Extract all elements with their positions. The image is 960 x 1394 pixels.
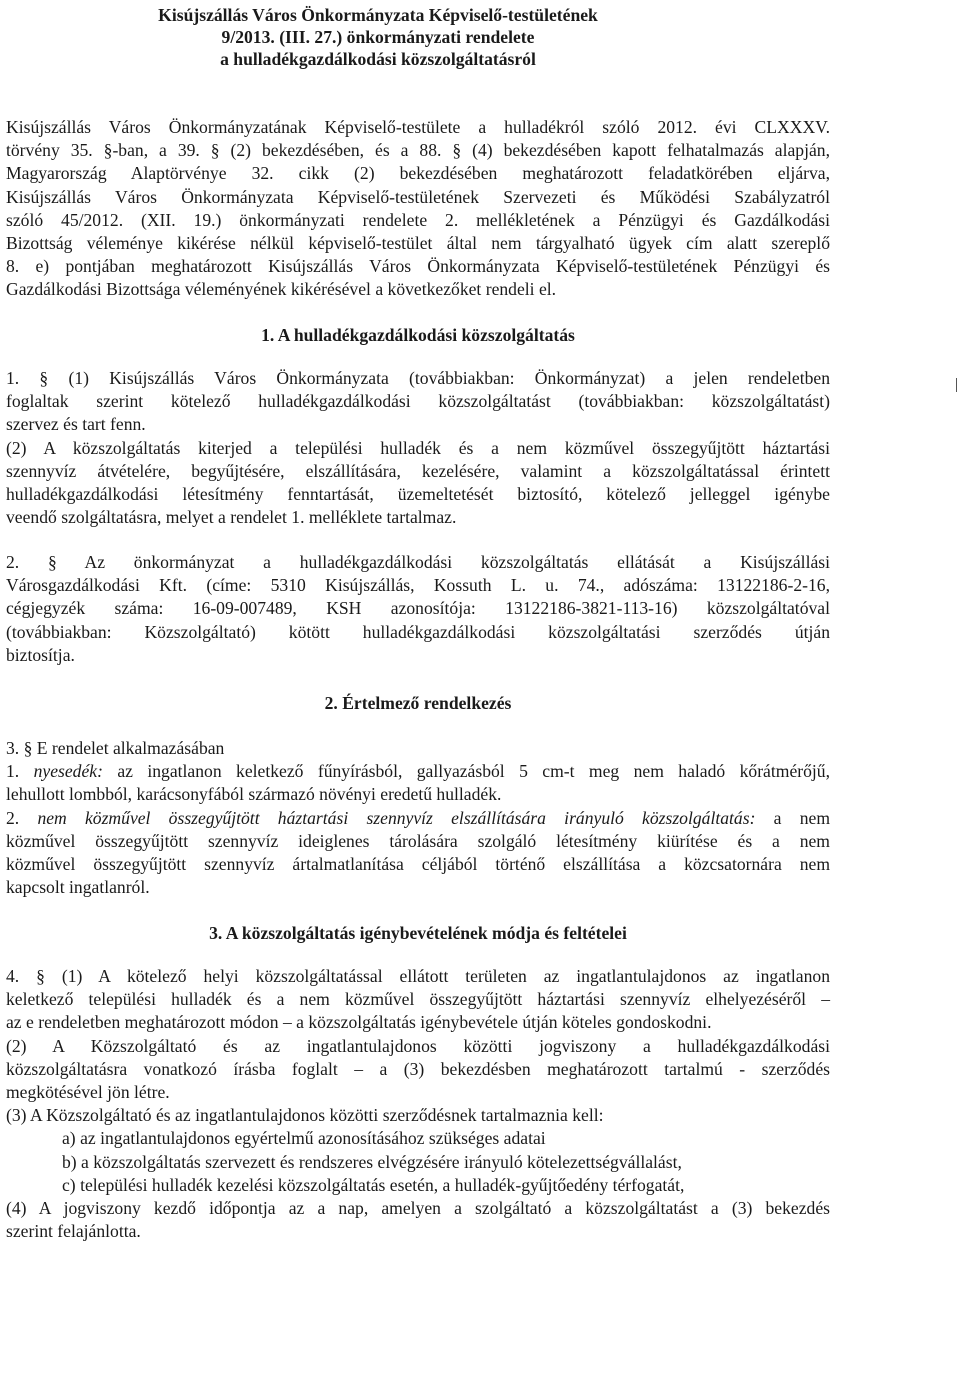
paragraph-line: szerint felajánlotta. bbox=[6, 1221, 141, 1242]
paragraph-line: cégjegyzék száma: 16-09-007489, KSH azonosítója: 13122186-3821-113-16) közszolgáltatóval bbox=[6, 598, 830, 619]
paragraph-2 bbox=[6, 551, 830, 667]
paragraph-line: lehullott lombból, karácsonyfából származó növényi eredetű hulladék. bbox=[6, 784, 502, 805]
preamble-line: Magyarország Alaptörvénye 32. cikk (2) bekezdésében meghatározott feladatkörében eljárva, bbox=[6, 163, 830, 184]
paragraph-line: 1. § (1) Kisújszállás Város Önkormányzata (továbbiakban: Önkormányzat) a jelen rendeletben bbox=[6, 368, 830, 388]
preamble-line: Kisújszállás Város Önkormányzata Képviselő-testületének Szervezeti és Működési Szabályzatról bbox=[6, 186, 830, 207]
paragraph-line: veendő szolgáltatásra, melyet a rendelet 1. melléklete tartalmaz. bbox=[6, 507, 457, 528]
list-item: c) települési hulladék kezelési közszolgáltatás esetén, a hulladék-gyűjtőedény térfogatát, bbox=[62, 1174, 685, 1195]
section-1-title: 1. A hulladékgazdálkodási közszolgáltatás bbox=[261, 325, 575, 345]
paragraph-line: közművel összegyűjtött szennyvíz ideiglenes tárolására szolgáló létesítmény kiürítése és a nem bbox=[6, 830, 830, 851]
section-3-title: 3. A közszolgáltatás igénybevételének módja és feltételei bbox=[209, 923, 627, 943]
margin-mark bbox=[956, 378, 957, 392]
paragraph-line: Városgazdálkodási Kft. (címe: 5310 Kisújszállás, Kossuth L. u. 74., adószáma: 13122186-2-16, bbox=[6, 575, 830, 596]
paragraph-line: foglaltak szerint kötelező hulladékgazdálkodási közszolgáltatást (továbbiakban: közszolgáltatást) bbox=[6, 391, 830, 412]
section-2-title: 2. Értelmező rendelkezés bbox=[324, 693, 512, 713]
paragraph-line: közszolgáltatásra vonatkozó írásba foglalt – a (3) bekezdésben meghatározott tartalmú - szerződés bbox=[6, 1058, 830, 1079]
paragraph-line: szennyvíz átvételére, begyűjtésére, elszállítására, kezelésére, valamint a közszolgáltatással érintett bbox=[6, 460, 830, 481]
paragraph-3 bbox=[6, 737, 830, 899]
list-item: b) a közszolgáltatás szervezett és rendszeres elvégzésére irányuló kötelezettségvállalást, bbox=[62, 1151, 682, 1172]
paragraph-line: 2. § Az önkormányzat a hulladékgazdálkodási közszolgáltatás ellátását a Kisújszállási bbox=[6, 552, 830, 572]
header-subject: a hulladékgazdálkodási közszolgáltatásról bbox=[220, 49, 536, 69]
paragraph-line: közművel összegyűjtött szennyvíz ártalmatlanítása céljából történő elszállítása a közcsatornára nem bbox=[6, 854, 830, 875]
definition-term: nyesedék: bbox=[33, 761, 103, 782]
paragraph-line: kapcsolt ingatlanról. bbox=[6, 877, 150, 898]
list-item: a) az ingatlantulajdonos egyértelmű azonosításához szükséges adatai bbox=[62, 1128, 546, 1149]
preamble-line: Gazdálkodási Bizottsága véleményének kikérésével a következőket rendeli el. bbox=[6, 279, 557, 300]
paragraph-line: (4) A jogviszony kezdő időpontja az a nap, amelyen a szolgáltató a közszolgáltatást a (3) bekezdés bbox=[6, 1198, 830, 1219]
paragraph-line: (2) A Közszolgáltató és az ingatlantulajdonos közötti jogviszony a hulladékgazdálkodási bbox=[6, 1035, 830, 1056]
header-title: Kisújszállás Város Önkormányzata Képviselő-testületének bbox=[158, 5, 598, 25]
definition-term: nem közművel összegyűjtött háztartási szennyvíz elszállítására irányuló közszolgáltatás: bbox=[37, 807, 756, 828]
preamble-line: 8. e) pontjában meghatározott Kisújszállás Város Önkormányzata Képviselő-testületének Pénzügyi és bbox=[6, 256, 830, 277]
preamble-line: Bizottság véleménye kikérése nélkül képviselő-testület által nem tárgyalható ügyek cím alatt szereplő bbox=[6, 233, 830, 254]
header-number: 9/2013. (III. 27.) önkormányzati rendelete bbox=[221, 27, 535, 47]
preamble-line: szóló 45/2012. (XII. 19.) önkormányzati rendelete 2. mellékletének a Pénzügyi és Gazdálkodási bbox=[6, 209, 830, 230]
paragraph-1 bbox=[6, 367, 830, 529]
paragraph-line: (továbbiakban: Közszolgáltató) kötött hulladékgazdálkodási közszolgáltatási szerződés útján bbox=[6, 621, 830, 642]
paragraph-line: szervez és tart fenn. bbox=[6, 414, 146, 435]
definition-2: 2. nem közművel összegyűjtött háztartási szennyvíz elszállítására irányuló közszolgáltatás: a nem bbox=[6, 807, 831, 828]
definition-1: 1. nyesedék: az ingatlanon keletkező fűnyírásból, gallyazásból 5 cm-t meg nem haladó kőrátmérőjű, bbox=[6, 761, 830, 782]
document-header bbox=[0, 4, 790, 70]
paragraph-line: 4. § (1) A kötelező helyi közszolgáltatással ellátott területen az ingatlantulajdonos az ingatlanon bbox=[6, 966, 830, 986]
paragraph-line: (2) A közszolgáltatás kiterjed a települési hulladék és a nem közművel összegyűjtött háztartási bbox=[6, 437, 830, 458]
paragraph-4 bbox=[6, 965, 830, 1243]
preamble bbox=[6, 116, 830, 302]
paragraph-line: hulladékgazdálkodási létesítmény fenntartását, üzemeltetését biztosító, kötelező jelleggel igénybe bbox=[6, 484, 830, 505]
paragraph-line: az e rendeletben meghatározott módon – a közszolgáltatás igénybevétele útján köteles gondoskodni. bbox=[6, 1012, 712, 1033]
paragraph-line: keletkező települési hulladék és a nem közművel összegyűjtött háztartási szennyvíz elhelyezéséről – bbox=[6, 989, 830, 1010]
preamble-line: törvény 35. §-ban, a 39. § (2) bekezdésében, és a 88. § (4) bekezdésében kapott felhatalmazás alapján, bbox=[6, 140, 830, 161]
paragraph-line: 3. § E rendelet alkalmazásában bbox=[6, 738, 225, 758]
paragraph-line: (3) A Közszolgáltató és az ingatlantulajdonos közötti szerződésnek tartalmaznia kell: bbox=[6, 1105, 604, 1126]
paragraph-line: biztosítja. bbox=[6, 644, 75, 665]
paragraph-line: megkötésével jön létre. bbox=[6, 1082, 170, 1103]
preamble-line: Kisújszállás Város Önkormányzatának Képviselő-testülete a hulladékról szóló 2012. évi CLXXXV. bbox=[6, 117, 830, 137]
